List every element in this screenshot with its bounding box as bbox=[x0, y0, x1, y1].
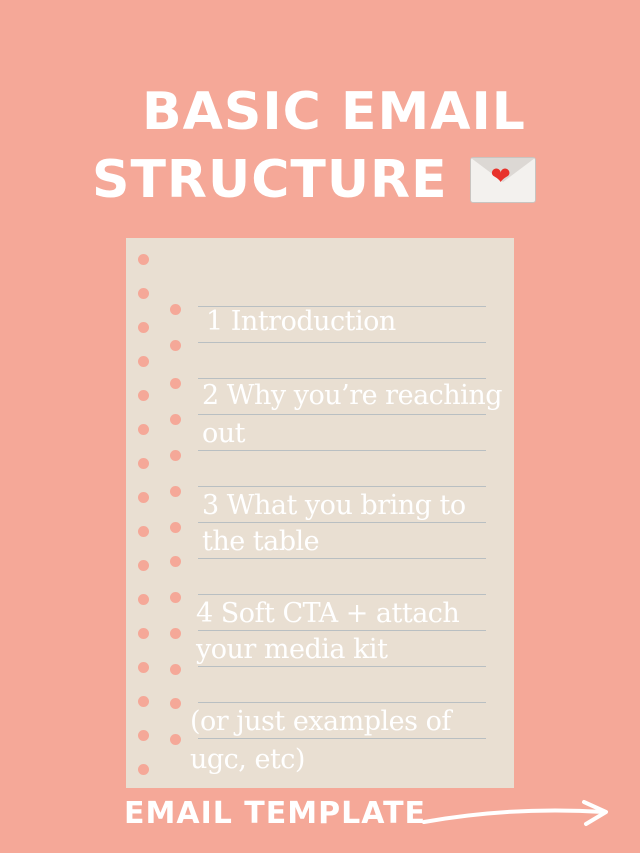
ruled-line bbox=[198, 342, 486, 343]
ruled-line bbox=[198, 486, 486, 487]
list-item-3-line-2: the table bbox=[202, 526, 320, 557]
list-item-4-line-2: your media kit bbox=[196, 634, 388, 665]
binder-hole bbox=[138, 696, 149, 707]
ruled-line bbox=[198, 594, 486, 595]
binder-hole bbox=[138, 526, 149, 537]
binder-hole bbox=[138, 424, 149, 435]
list-item-2-line-1: 2 Why you’re reaching bbox=[202, 380, 502, 411]
binder-hole bbox=[170, 378, 181, 389]
heart-icon: ❤ bbox=[490, 162, 512, 190]
title-line-2-text: STRUCTURE bbox=[92, 150, 448, 210]
binder-hole bbox=[170, 592, 181, 603]
binder-hole bbox=[170, 698, 181, 709]
binder-hole bbox=[138, 390, 149, 401]
binder-hole bbox=[170, 414, 181, 425]
title-line-2 bbox=[92, 150, 612, 210]
list-item-3-line-1: 3 What you bring to bbox=[202, 490, 466, 521]
binder-hole bbox=[138, 458, 149, 469]
list-item-1: 1 Introduction bbox=[206, 306, 396, 337]
notebook-paper bbox=[126, 238, 514, 788]
binder-hole bbox=[138, 356, 149, 367]
binder-hole bbox=[138, 254, 149, 265]
binder-hole bbox=[170, 304, 181, 315]
binder-hole bbox=[170, 734, 181, 745]
binder-hole bbox=[138, 662, 149, 673]
list-item-5-line-2: ugc, etc) bbox=[190, 744, 305, 775]
list-item-2-line-2: out bbox=[202, 418, 245, 449]
binder-hole bbox=[170, 664, 181, 675]
binder-hole bbox=[170, 340, 181, 351]
binder-hole bbox=[138, 594, 149, 605]
ruled-line bbox=[198, 702, 486, 703]
email-template-label: EMAIL TEMPLATE bbox=[124, 796, 427, 831]
binder-hole bbox=[138, 492, 149, 503]
list-item-5-line-1: (or just examples of bbox=[190, 706, 451, 737]
binder-hole bbox=[138, 322, 149, 333]
binder-hole bbox=[138, 764, 149, 775]
title-line-1: BASIC EMAIL bbox=[142, 82, 526, 142]
binder-hole bbox=[170, 450, 181, 461]
love-letter-icon bbox=[470, 157, 536, 203]
binder-hole bbox=[170, 522, 181, 533]
binder-hole bbox=[170, 486, 181, 497]
binder-hole bbox=[138, 288, 149, 299]
list-item-4-line-1: 4 Soft CTA + attach bbox=[196, 598, 460, 629]
arrow-right-icon bbox=[420, 798, 612, 832]
ruled-line bbox=[198, 414, 486, 415]
binder-hole bbox=[138, 628, 149, 639]
binder-hole bbox=[138, 560, 149, 571]
binder-hole bbox=[138, 730, 149, 741]
binder-hole bbox=[170, 628, 181, 639]
binder-hole bbox=[170, 556, 181, 567]
